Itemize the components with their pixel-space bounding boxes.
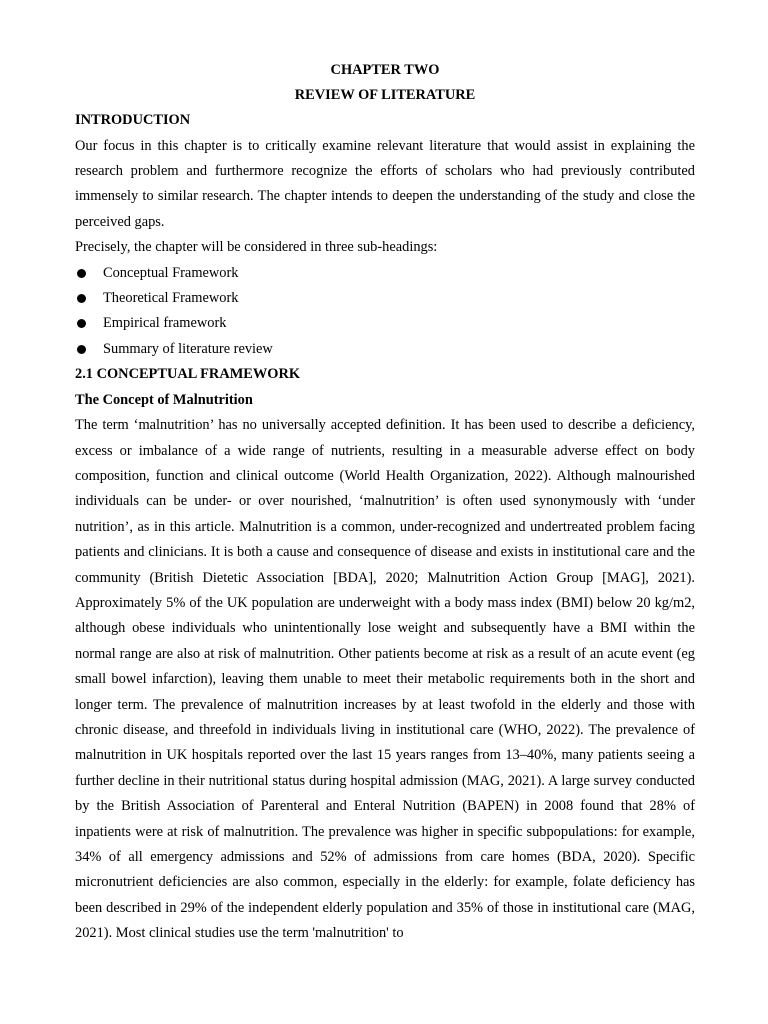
bullet-icon [77, 269, 86, 278]
sub-headings-lead-in: Precisely, the chapter will be considered in three sub-headings: [75, 239, 438, 256]
list-item [75, 261, 695, 286]
chapter-subtitle: REVIEW OF LITERATURE [294, 87, 476, 103]
introduction-paragraph: Our focus in this chapter is to critically examine relevant literature that would assist in explaining the research problem and furthermore recognize the efforts of scholars who had previously contributed immensely to similar research. The chapter intends to deepen the understanding of the study and close the perceived gaps. [75, 137, 695, 230]
list-item-label: Theoretical Framework [103, 289, 239, 306]
bullet-icon [77, 294, 86, 303]
chapter-title: CHAPTER TWO [330, 62, 440, 78]
list-item-label: Summary of literature review [103, 340, 273, 357]
document-page [75, 58, 695, 947]
subsection-heading: The Concept of Malnutrition [75, 391, 253, 408]
list-item [75, 337, 695, 362]
malnutrition-paragraph: The term ‘malnutrition’ has no universally accepted definition. It has been used to describe a deficiency, excess or imbalance of a wide range of nutrients, resulting in a measurable adverse effect on body composition, function and clinical outcome (World Health Organization, 2022). Although malnourished individuals can be under- or over nourished, ‘malnutrition’ is often used synonymously with ‘under nutrition’, as in this article. Malnutrition is a common, under-recognized and undertreated problem facing patients and clinicians. It is both a cause and consequence of disease and exists in institutional care and the community (British Dietetic Association [BDA], 2020; Malnutrition Action Group [MAG], 2021). Approximately 5% of the UK population are underweight with a body mass index (BMI) below 20 kg/m2, although obese individuals who unintentionally lose weight and subsequently have a BMI within the normal range are also at risk of malnutrition. Other patients become at risk as a result of an acute event (eg small bowel infarction), leaving them unable to meet their metabolic requirements both in the short and longer term. The prevalence of malnutrition increases by at least twofold in the elderly and those with chronic disease, and threefold in individuals living in institutional care (WHO, 2022). The prevalence of malnutrition in UK hospitals reported over the last 15 years ranges from 13–40%, many patients seeing a further decline in their nutritional status during hospital admission (MAG, 2021). A large survey conducted by the British Association of Parenteral and Enteral Nutrition (BAPEN) in 2008 found that 28% of inpatients were at risk of malnutrition. The prevalence was higher in specific subpopulations: for example, 34% of all emergency admissions and 52% of admissions from care homes (BDA, 2020). Specific micronutrient deficiencies are also common, especially in the elderly: for example, folate deficiency has been described in 29% of the independent elderly population and 35% of those in institutional care (MAG, 2021). Most clinical studies use the term 'malnutrition' to [75, 417, 695, 942]
introduction-heading: INTRODUCTION [75, 112, 191, 128]
list-item-label: Conceptual Framework [103, 264, 239, 281]
section-heading: 2.1 CONCEPTUAL FRAMEWORK [75, 366, 301, 383]
bullet-icon [77, 345, 86, 354]
sub-headings-list [75, 261, 695, 363]
list-item [75, 286, 695, 311]
list-item-label: Empirical framework [103, 315, 227, 332]
bullet-icon [77, 319, 86, 328]
list-item [75, 311, 695, 336]
